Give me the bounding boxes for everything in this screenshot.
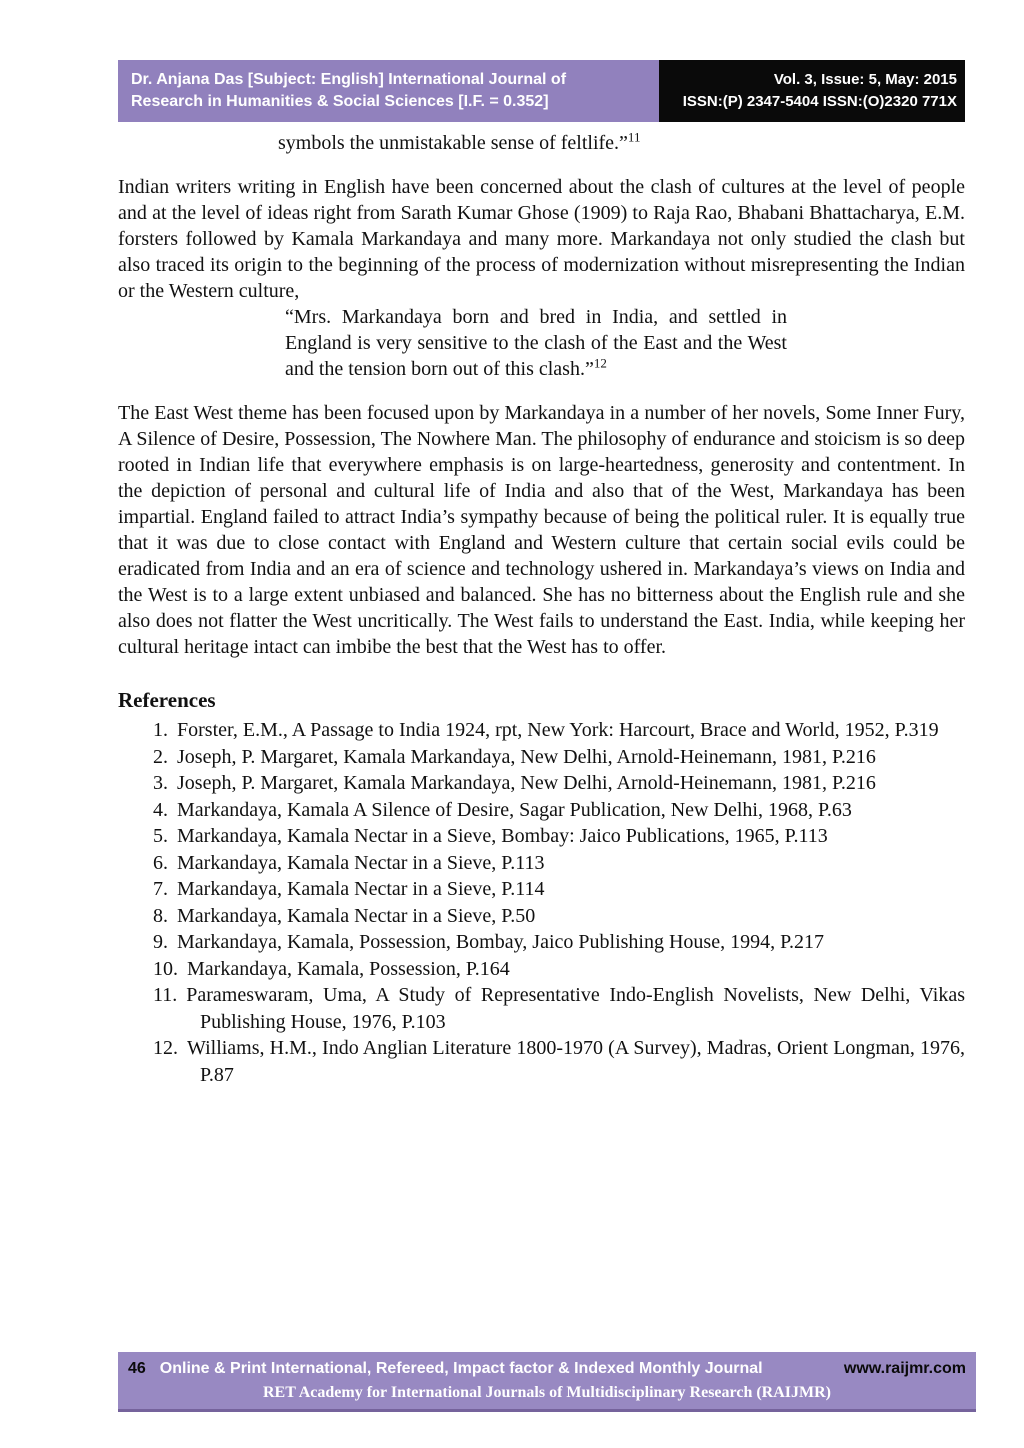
footer-website: www.raijmr.com (843, 1360, 966, 1377)
reference-item (118, 717, 965, 744)
block-quote-text: “Mrs. Markandaya born and bred in India, and settled in England is very sensitive to the clash of the East and the West and the tension born out of this clash.” (285, 306, 787, 380)
reference-text: Markandaya, Kamala Nectar in a Sieve, Bombay: Jaico Publications, 1965, P.113 (177, 825, 828, 847)
reference-item (118, 823, 965, 850)
reference-number: 11. (153, 984, 178, 1006)
journal-title-box (118, 60, 659, 122)
reference-number: 3. (153, 772, 168, 794)
reference-text: Forster, E.M., A Passage to India 1924, rpt, New York: Harcourt, Brace and World, 1952, P.319 (177, 719, 939, 741)
reference-number: 5. (153, 825, 168, 847)
reference-text: Joseph, P. Margaret, Kamala Markandaya, New Delhi, Arnold-Heinemann, 1981, P.216 (177, 772, 876, 794)
footer-journal-type: Online & Print International, Refereed, Impact factor & Indexed Monthly Journal (159, 1360, 763, 1377)
reference-item (118, 876, 965, 903)
block-quote (285, 304, 787, 382)
reference-text: Markandaya, Kamala A Silence of Desire, Sagar Publication, New Delhi, 1968, P.63 (177, 798, 852, 821)
reference-number: 8. (153, 904, 168, 927)
journal-title-line1: Dr. Anjana Das [Subject: English] International Journal of (131, 71, 567, 88)
reference-text: Markandaya, Kamala Nectar in a Sieve, P.50 (177, 904, 536, 927)
page-number: 46 (128, 1360, 146, 1377)
reference-number: 6. (153, 851, 168, 874)
paragraph-2: The East West theme has been focused upon by Markandaya in a number of her novels, Some Inner Fury, A Silence of Desire, Possession, The Nowhere Man. The philosophy of endurance and stoicism is so deep rooted in Indian life that everywhere emphasis is on large-heartedness, generosity and contentment. In the depiction of personal and cultural life of India and also that of the West, Markandaya has been impartial. England failed to attract India’s sympathy because of being the political ruler. It is equally true that it was due to close contact with England and Western culture that certain social evils could be eradicated from India and an era of science and technology ushered in. Markandaya’s views on India and the West is to a large extent unbiased and balanced. She has no bitterness about the English rule and she also does not flatter the West uncritically. The West fails to understand the East. India, while keeping her cultural heritage intact can imbibe the best that the West has to offer. (118, 402, 965, 658)
references-list (118, 717, 965, 1088)
page-footer (118, 1352, 976, 1412)
reference-number: 4. (153, 798, 168, 821)
footnote-marker-12: 12 (593, 355, 607, 371)
reference-text: Joseph, P. Margaret, Kamala Markandaya, New Delhi, Arnold-Heinemann, 1981, P.216 (177, 745, 876, 768)
reference-item (118, 850, 965, 877)
reference-text: Markandaya, Kamala Nectar in a Sieve, P.114 (177, 878, 545, 900)
reference-text: Parameswaram, Uma, A Study of Representative Indo-English Novelists, New Delhi, Vikas Publishing House, 1976, P.103 (186, 984, 965, 1033)
footer-academy-line: RET Academy for International Journals of Multidisciplinary Research (RAIJMR) (263, 1384, 831, 1401)
page-header (118, 60, 965, 122)
paragraph-1: Indian writers writing in English have been concerned about the clash of cultures at the level of people and at the level of ideas right from Sarath Kumar Ghose (1909) to Raja Rao, Bhabani Bhattacharya, E.M. forsters followed by Kamala Markandaya and many more. Markandaya not only studied the clash but also traced its origin to the beginning of the process of modernization without misrepresenting the Indian or the Western culture, (118, 176, 965, 302)
reference-item (118, 982, 965, 1035)
footnote-marker-11: 11 (627, 129, 641, 145)
reference-item (118, 956, 965, 983)
carryover-quote-text: symbols the unmistakable sense of feltlife.” (278, 132, 628, 154)
reference-number: 7. (153, 878, 168, 900)
references-section (118, 688, 965, 1088)
issue-issn-line: ISSN:(P) 2347-5404 ISSN:(O)2320 771X (682, 93, 957, 110)
reference-number: 12. (153, 1037, 178, 1059)
journal-title-line2: Research in Humanities & Social Sciences [I.F. = 0.352] (131, 93, 549, 110)
reference-item (118, 1035, 965, 1088)
reference-item (118, 903, 965, 930)
reference-number: 2. (153, 745, 168, 768)
reference-number: 9. (153, 931, 168, 953)
issue-info-box (659, 60, 965, 122)
carryover-quote-line (278, 130, 965, 156)
reference-number: 1. (153, 719, 168, 741)
reference-item (118, 797, 965, 824)
reference-text: Williams, H.M., Indo Anglian Literature 1800-1970 (A Survey), Madras, Orient Longman, 1976, P.87 (187, 1037, 965, 1086)
references-heading: References (118, 688, 216, 712)
reference-item (118, 770, 965, 797)
reference-text: Markandaya, Kamala, Possession, Bombay, Jaico Publishing House, 1994, P.217 (177, 931, 824, 953)
issue-volume-line: Vol. 3, Issue: 5, May: 2015 (773, 71, 957, 88)
reference-number: 10. (153, 957, 178, 980)
reference-text: Markandaya, Kamala, Possession, P.164 (187, 957, 510, 980)
reference-item (118, 929, 965, 956)
reference-item (118, 744, 965, 771)
footer-top-line (128, 1358, 966, 1380)
reference-text: Markandaya, Kamala Nectar in a Sieve, P.113 (177, 851, 545, 874)
